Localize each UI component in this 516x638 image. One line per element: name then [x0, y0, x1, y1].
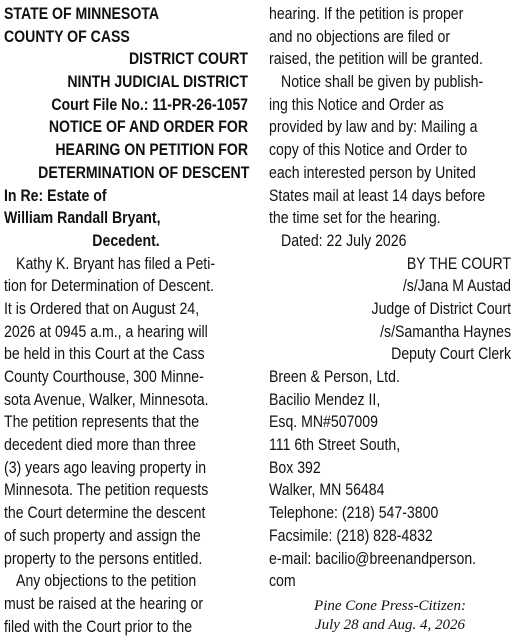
notice-line: It is Ordered that on August 24,: [4, 299, 200, 318]
notice-line: 2026 at 0945 a.m., a hearing will: [4, 322, 208, 341]
notice-line: William Randall Bryant,: [4, 209, 161, 228]
notice-line: hearing. If the petition is proper: [269, 5, 464, 23]
notice-line: copy of this Notice and Order to: [269, 141, 468, 160]
notice-line: /s/Jana M Austad: [402, 277, 511, 296]
notice-line: Court File No.: 11-PR-26-1057: [51, 95, 248, 114]
notice-line: be held in this Court at the Cass: [4, 345, 205, 364]
notice-line: ing this Notice and Order as: [269, 95, 444, 114]
notice-line: must be raised at the hearing or: [4, 594, 204, 613]
notice-line: States mail at least 14 days before: [269, 186, 486, 205]
legal-notice-left-column: [4, 3, 248, 638]
notice-line: Minnesota. The petition requests: [4, 481, 209, 500]
notice-line: filed with the Court prior to the: [4, 617, 193, 636]
notice-line: Decedent.: [92, 231, 160, 250]
notice-line: Deputy Court Clerk: [391, 345, 511, 364]
notice-line: provided by law and by: Mailing a: [269, 118, 478, 137]
notice-line: County Courthouse, 300 Minne-: [4, 368, 204, 386]
notice-line: COUNTY OF CASS: [4, 27, 130, 46]
notice-line: /s/Samantha Haynes: [380, 322, 511, 341]
notice-line: Kathy K. Bryant has filed a Peti-: [16, 254, 216, 273]
notice-line: In Re: Estate of: [4, 186, 107, 205]
notice-line: STATE OF MINNESOTA: [4, 5, 160, 23]
notice-line: and no objections are filed or: [269, 27, 451, 46]
notice-line: tion for Determination of Descent.: [4, 277, 214, 296]
publication-dates: July 28 and Aug. 4, 2026: [314, 616, 466, 633]
notice-line: NOTICE OF AND ORDER FOR: [48, 118, 249, 137]
notice-line: BY THE COURT: [406, 254, 511, 273]
notice-line: DISTRICT COURT: [128, 50, 248, 69]
notice-line: sota Avenue, Walker, Minnesota.: [4, 390, 209, 409]
notice-line: DETERMINATION OF DESCENT: [38, 163, 250, 182]
notice-line: the time set for the hearing.: [269, 209, 441, 228]
notice-line: The petition represents that the: [4, 413, 200, 432]
notice-line: Esq. MN#507009: [269, 413, 378, 432]
notice-line: Box 392: [269, 458, 321, 477]
notice-line: com: [269, 572, 296, 591]
notice-line: raised, the petition will be granted.: [269, 50, 483, 69]
notice-line: e-mail: bacilio@breenandperson.: [269, 549, 477, 568]
notice-line: of such property and assign the: [4, 526, 201, 545]
notice-line: decedent died more than three: [4, 436, 197, 455]
notice-line: each interested person by United: [269, 163, 476, 182]
notice-line: NINTH JUDICIAL DISTRICT: [67, 73, 248, 92]
notice-line: Breen & Person, Ltd.: [269, 368, 400, 386]
publication-name: Pine Cone Press-Citizen:: [314, 597, 466, 614]
notice-line: Bacilio Mendez II,: [269, 390, 381, 409]
notice-line: Notice shall be given by publish-: [281, 73, 484, 92]
notice-text-lines: [269, 3, 511, 593]
notice-line: Telephone: (218) 547-3800: [269, 504, 439, 523]
notice-line: property to the persons entitled.: [4, 549, 203, 568]
legal-notice-right-column: [269, 3, 511, 635]
notice-line: Walker, MN 56484: [269, 481, 385, 500]
notice-line: Any objections to the petition: [16, 572, 197, 591]
notice-line: Judge of District Court: [371, 299, 511, 318]
notice-line: 111 6th Street South,: [269, 436, 401, 455]
notice-line: the Court determine the descent: [4, 504, 206, 523]
notice-line: Dated: 22 July 2026: [281, 231, 407, 250]
notice-line: HEARING ON PETITION FOR: [55, 141, 249, 160]
notice-line: Facsimile: (218) 828-4832: [269, 526, 433, 545]
notice-line: (3) years ago leaving property in: [4, 458, 207, 477]
